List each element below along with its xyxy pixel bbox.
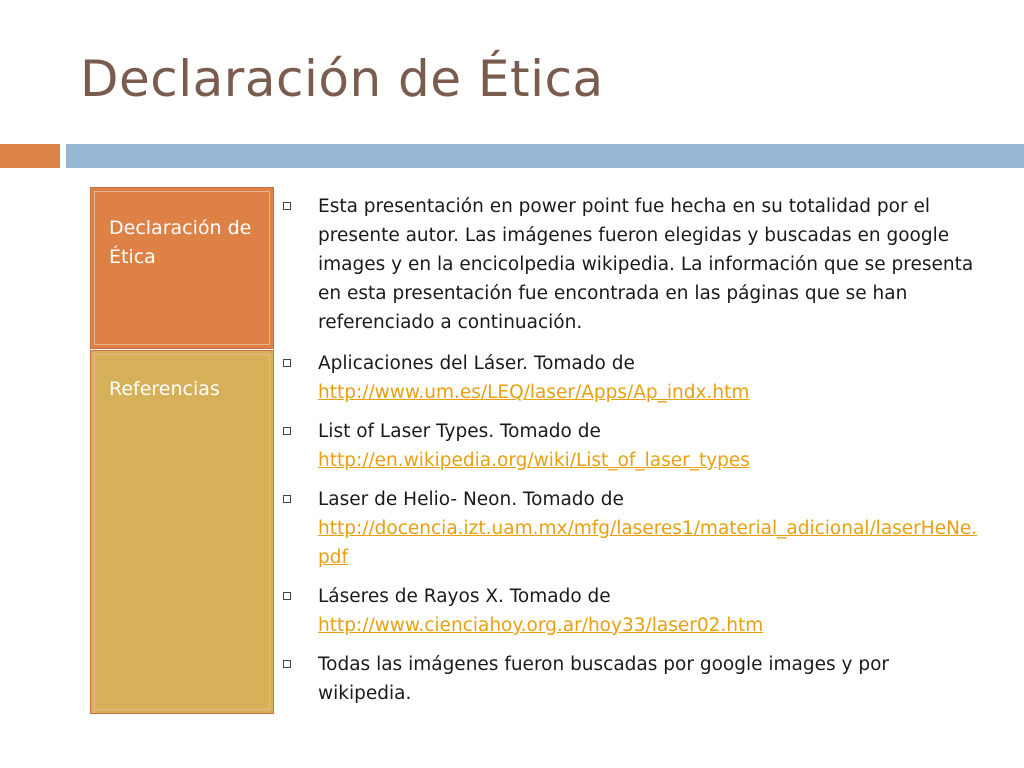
reference-item: [282, 582, 987, 640]
sidebar-item-label: Referencias: [109, 378, 220, 400]
intro-text: Esta presentación en power point fue hecha en su totalidad por el presente autor. Las imágenes fueron elegidas y buscadas en google images y en la encicolpedia wikipedia. La información que se presenta en esta presentación fue encontrada en las páginas que se han referenciado a continuación.: [318, 196, 974, 333]
reference-text: List of Laser Types. Tomado de: [318, 421, 601, 442]
closing-text: Todas las imágenes fueron buscadas por google images y por wikipedia.: [318, 654, 889, 704]
reference-link[interactable]: http://en.wikipedia.org/wiki/List_of_laser_types: [318, 450, 750, 471]
reference-link[interactable]: http://docencia.izt.uam.mx/mfg/laseres1/material_adicional/laserHeNe.pdf: [318, 518, 978, 568]
reference-link[interactable]: http://www.cienciahoy.org.ar/hoy33/laser02.htm: [318, 615, 764, 636]
sidebar-item-referencias[interactable]: [90, 350, 274, 714]
accent-bar-blue: [66, 144, 1024, 168]
slide-title: Declaración de Ética: [80, 50, 604, 108]
square-bullet-icon: [283, 202, 291, 210]
square-bullet-icon: [283, 592, 291, 600]
list-item-intro: [282, 192, 987, 337]
reference-link[interactable]: http://www.um.es/LEQ/laser/Apps/Ap_indx.htm: [318, 382, 750, 403]
reference-item: [282, 349, 987, 407]
square-bullet-icon: [283, 495, 291, 503]
sidebar-item-inner-border: [94, 354, 270, 710]
square-bullet-icon: [283, 660, 291, 668]
sidebar-item-label: Declaración de Ética: [109, 217, 252, 268]
accent-bar-orange: [0, 144, 60, 168]
sidebar-item-declaracion[interactable]: [90, 187, 274, 349]
reference-text: Laser de Helio- Neon. Tomado de: [318, 489, 624, 510]
reference-text: Aplicaciones del Láser. Tomado de: [318, 353, 635, 374]
list-item-closing: [282, 650, 987, 708]
square-bullet-icon: [283, 359, 291, 367]
reference-item: [282, 417, 987, 475]
slide-content: [282, 192, 987, 718]
square-bullet-icon: [283, 427, 291, 435]
reference-text: Láseres de Rayos X. Tomado de: [318, 586, 611, 607]
reference-item: [282, 485, 987, 572]
